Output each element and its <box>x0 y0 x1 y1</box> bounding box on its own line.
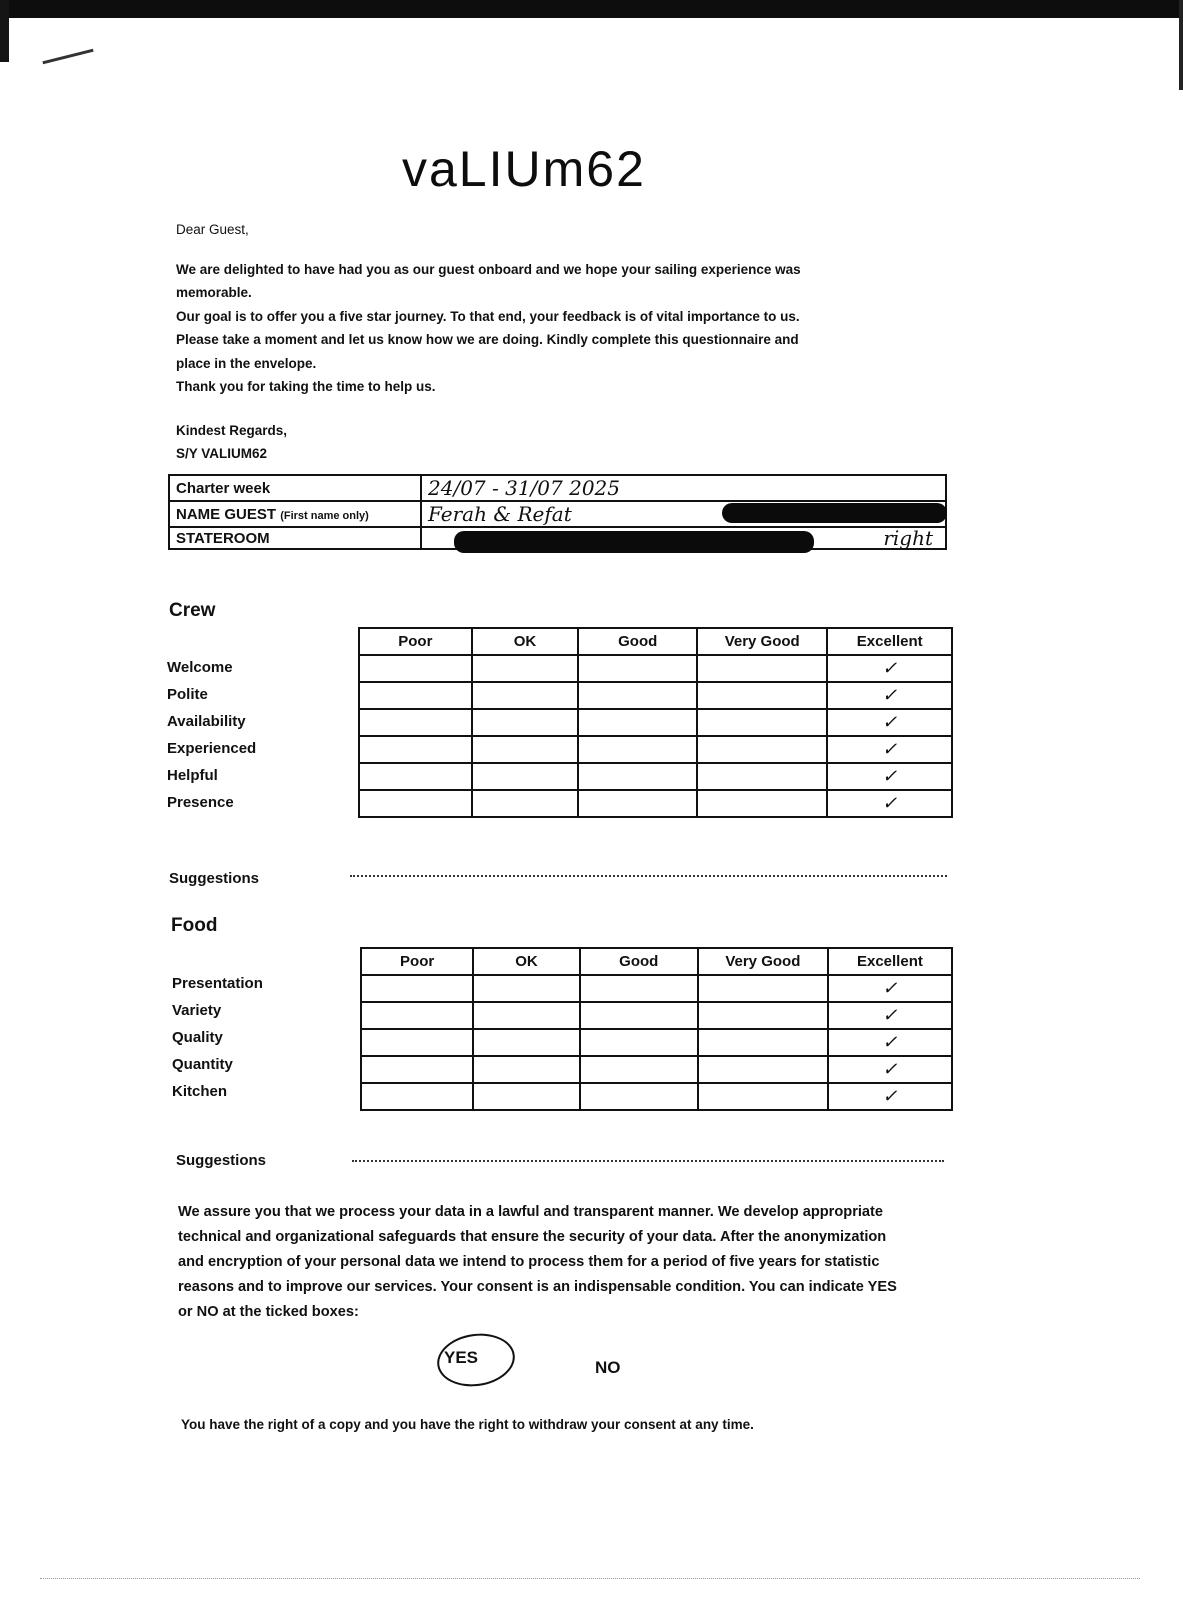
crew-row-label: Availability <box>167 713 246 730</box>
crew-rating-cell[interactable] <box>578 763 697 790</box>
crew-rating-cell[interactable] <box>578 682 697 709</box>
pen-mark <box>42 49 93 64</box>
crew-suggestions-line[interactable] <box>350 875 947 877</box>
food-suggestions-label: Suggestions <box>176 1152 267 1169</box>
redaction-bar <box>722 503 947 523</box>
food-row <box>361 1002 952 1029</box>
food-rating-cell[interactable] <box>580 975 698 1002</box>
food-row-labels <box>172 970 263 1105</box>
check-mark-icon: ✓ <box>882 1086 898 1107</box>
stateroom-value: right <box>883 526 933 550</box>
crew-section-title: Crew <box>169 600 216 621</box>
food-rating-cell[interactable] <box>828 1056 952 1083</box>
salutation: Dear Guest, <box>176 222 249 237</box>
stateroom-field[interactable] <box>421 527 946 549</box>
letter-line-1: We are delighted to have had you as our guest onboard and we hope your sailing experience was <box>176 261 801 277</box>
food-rating-cell[interactable] <box>361 1083 473 1110</box>
crew-rating-cell[interactable] <box>827 682 952 709</box>
crew-rating-cell[interactable] <box>359 736 472 763</box>
crew-row-labels <box>167 654 256 816</box>
crew-header-cell: Good <box>578 628 697 655</box>
brand-logo: vaLIUm62 <box>402 141 646 197</box>
crew-rating-cell[interactable] <box>472 709 579 736</box>
redaction-bar <box>454 531 814 553</box>
privacy-notice <box>178 1200 933 1325</box>
crew-suggestions-label: Suggestions <box>169 870 260 887</box>
crew-row <box>359 682 952 709</box>
food-row <box>361 1083 952 1110</box>
check-mark-icon: ✓ <box>882 766 898 787</box>
check-mark-icon: ✓ <box>882 685 898 706</box>
scan-edge-left <box>0 0 9 62</box>
food-rating-cell[interactable] <box>361 975 473 1002</box>
food-rating-cell[interactable] <box>473 1083 579 1110</box>
letter-line-4: Please take a moment and let us know how we are doing. Kindly complete this questionnaire and <box>176 332 799 347</box>
crew-rating-cell[interactable] <box>472 736 579 763</box>
food-rating-cell[interactable] <box>361 1056 473 1083</box>
check-mark-icon: ✓ <box>882 1032 898 1053</box>
crew-row-label: Experienced <box>167 740 257 757</box>
crew-rating-cell[interactable] <box>827 736 952 763</box>
crew-header-cell: OK <box>472 628 579 655</box>
food-header-cell: Poor <box>361 948 473 975</box>
closing: Kindest Regards, <box>176 422 288 438</box>
food-rating-cell[interactable] <box>828 1083 952 1110</box>
welcome-letter <box>176 218 916 466</box>
food-rating-cell[interactable] <box>698 1056 828 1083</box>
crew-row <box>359 790 952 817</box>
guest-name-note: (First name only) <box>280 509 369 522</box>
food-rating-cell[interactable] <box>698 1083 828 1110</box>
food-header-cell: Excellent <box>828 948 952 975</box>
crew-rating-table <box>358 627 953 818</box>
food-rating-cell[interactable] <box>698 1002 828 1029</box>
check-mark-icon: ✓ <box>882 793 898 814</box>
crew-row <box>359 763 952 790</box>
food-rating-table <box>360 947 953 1111</box>
signature: S/Y VALIUM62 <box>176 446 268 461</box>
scan-edge-right <box>1179 0 1183 90</box>
check-mark-icon: ✓ <box>882 978 898 999</box>
food-rating-cell[interactable] <box>828 975 952 1002</box>
crew-row-label: Presence <box>167 794 234 811</box>
food-row <box>361 1029 952 1056</box>
crew-row <box>359 736 952 763</box>
crew-header-row <box>359 628 952 655</box>
crew-rating-cell[interactable] <box>578 790 697 817</box>
food-rating-cell[interactable] <box>361 1002 473 1029</box>
privacy-line-5: or NO at the ticked boxes: <box>178 1304 359 1320</box>
crew-row-label: Polite <box>167 686 208 703</box>
food-rating-cell[interactable] <box>698 1029 828 1056</box>
food-rating-cell[interactable] <box>580 1083 698 1110</box>
food-rating-cell[interactable] <box>828 1002 952 1029</box>
consent-yes-option[interactable]: YES <box>444 1348 479 1367</box>
scan-edge-top <box>0 0 1183 18</box>
guest-name-label: NAME GUEST (First name only) <box>169 501 421 527</box>
crew-rating-cell[interactable] <box>359 709 472 736</box>
check-mark-icon: ✓ <box>882 1005 898 1026</box>
food-row-label: Variety <box>172 1002 222 1019</box>
crew-rating-cell[interactable] <box>697 790 827 817</box>
letter-line-3: Our goal is to offer you a five star journey. To that end, your feedback is of vital importance to us. <box>176 308 800 324</box>
crew-header-cell: Excellent <box>827 628 952 655</box>
crew-rating-cell[interactable] <box>472 763 579 790</box>
crew-rating-cell[interactable] <box>359 763 472 790</box>
crew-rating-cell[interactable] <box>697 736 827 763</box>
rights-notice: You have the right of a copy and you have the right to withdraw your consent at any time. <box>181 1417 754 1432</box>
crew-rating-cell[interactable] <box>472 682 579 709</box>
crew-row <box>359 655 952 682</box>
check-mark-icon: ✓ <box>882 658 898 679</box>
food-rating-cell[interactable] <box>473 1029 579 1056</box>
food-rating-cell[interactable] <box>580 1029 698 1056</box>
food-rating-cell[interactable] <box>698 975 828 1002</box>
food-rating-cell[interactable] <box>361 1029 473 1056</box>
letter-line-2: memorable. <box>176 285 252 300</box>
food-rating-cell[interactable] <box>580 1002 698 1029</box>
food-header-cell: Very Good <box>698 948 828 975</box>
food-row <box>361 1056 952 1083</box>
crew-rating-cell[interactable] <box>697 655 827 682</box>
consent-no-option[interactable]: NO <box>595 1358 621 1377</box>
food-row-label: Quantity <box>172 1056 233 1073</box>
privacy-line-2: technical and organizational safeguards that ensure the security of your data. After the anonymization <box>178 1229 887 1245</box>
letter-line-5: place in the envelope. <box>176 355 317 371</box>
crew-row-label: Helpful <box>167 767 218 784</box>
guest-name-field[interactable] <box>421 501 946 527</box>
food-header-cell: OK <box>473 948 579 975</box>
stateroom-label: STATEROOM <box>169 527 421 549</box>
crew-rating-cell[interactable] <box>827 655 952 682</box>
food-rating-cell[interactable] <box>580 1056 698 1083</box>
check-mark-icon: ✓ <box>882 1059 898 1080</box>
crew-row-label: Welcome <box>167 659 233 676</box>
crew-rating-cell[interactable] <box>827 763 952 790</box>
guest-info-table <box>168 474 947 550</box>
letter-line-6: Thank you for taking the time to help us. <box>176 379 436 394</box>
food-row <box>361 975 952 1002</box>
crew-rating-cell[interactable] <box>697 763 827 790</box>
guest-name-value: Ferah & Refat <box>428 502 572 526</box>
crew-rating-cell[interactable] <box>827 790 952 817</box>
crew-rating-cell[interactable] <box>578 709 697 736</box>
check-mark-icon: ✓ <box>882 712 898 733</box>
crew-header-cell: Very Good <box>697 628 827 655</box>
food-rating-cell[interactable] <box>473 1056 579 1083</box>
food-rating-cell[interactable] <box>473 1002 579 1029</box>
crew-rating-cell[interactable] <box>578 655 697 682</box>
food-section-title: Food <box>171 915 218 936</box>
food-row-label: Presentation <box>172 975 263 992</box>
food-suggestions-line[interactable] <box>352 1160 944 1162</box>
food-row-label: Kitchen <box>172 1083 228 1100</box>
crew-rating-cell[interactable] <box>472 790 579 817</box>
charter-week-value: 24/07 - 31/07 2025 <box>428 476 621 500</box>
food-rating-cell[interactable] <box>473 975 579 1002</box>
crew-rating-cell[interactable] <box>578 736 697 763</box>
privacy-line-1: We assure you that we process your data in a lawful and transparent manner. We develop appropriate <box>178 1204 884 1220</box>
crew-rating-cell[interactable] <box>697 682 827 709</box>
crew-rating-cell[interactable] <box>827 709 952 736</box>
crew-rating-cell[interactable] <box>472 655 579 682</box>
crew-header-cell: Poor <box>359 628 472 655</box>
crew-rating-cell[interactable] <box>359 790 472 817</box>
food-header-cell: Good <box>580 948 698 975</box>
charter-week-field[interactable] <box>421 475 946 501</box>
privacy-line-4: reasons and to improve our services. Your consent is an indispensable condition. You can indicate YES <box>178 1279 897 1295</box>
charter-week-label: Charter week <box>169 475 421 501</box>
food-row-label: Quality <box>172 1029 223 1046</box>
food-header-row <box>361 948 952 975</box>
crew-row <box>359 709 952 736</box>
crew-rating-cell[interactable] <box>697 709 827 736</box>
page-bottom-edge <box>40 1578 1140 1579</box>
crew-rating-cell[interactable] <box>359 682 472 709</box>
privacy-line-3: and encryption of your personal data we intend to process them for a period of five years for statistic <box>178 1254 880 1270</box>
food-rating-cell[interactable] <box>828 1029 952 1056</box>
crew-rating-cell[interactable] <box>359 655 472 682</box>
check-mark-icon: ✓ <box>882 739 898 760</box>
